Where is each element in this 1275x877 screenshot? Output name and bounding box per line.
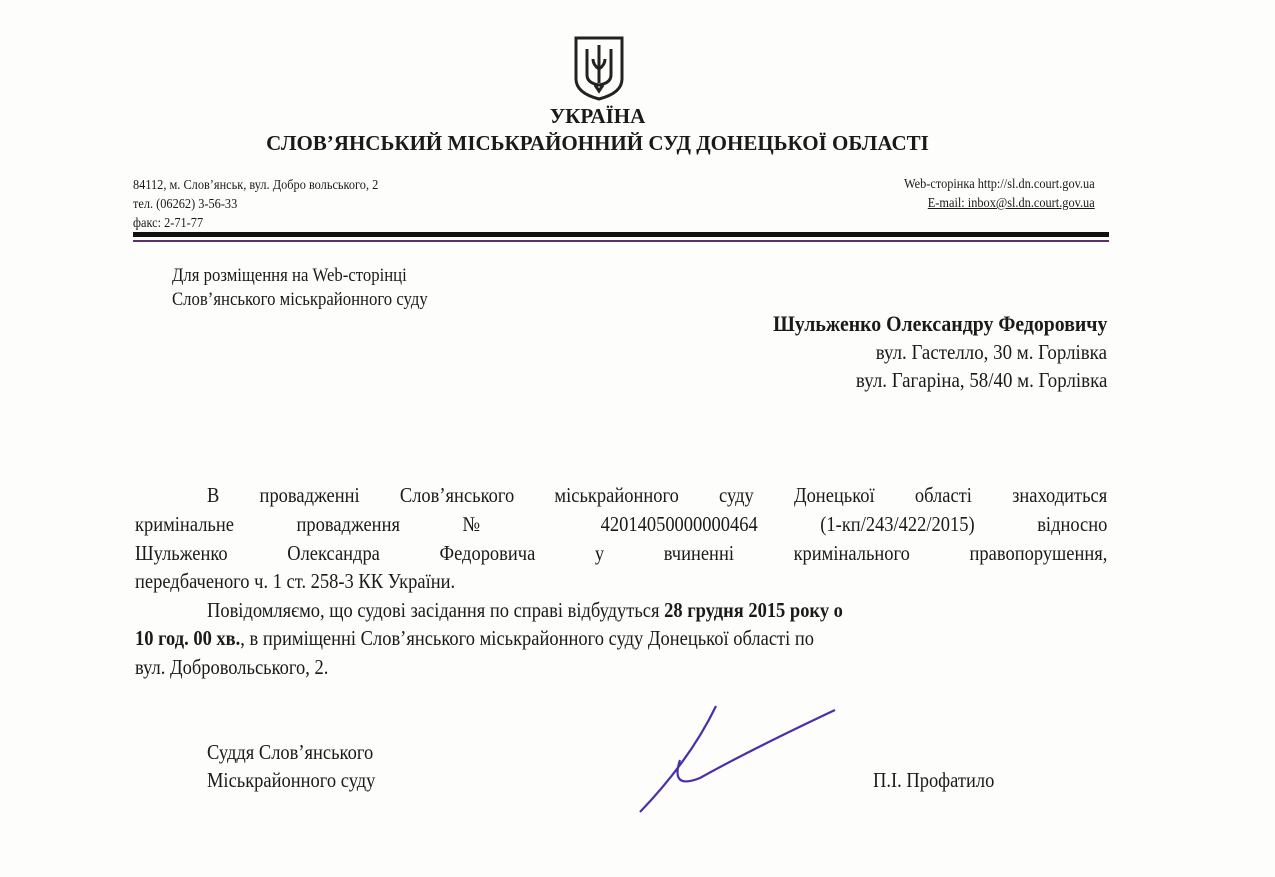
hearing-date: 28 грудня 2015 року о bbox=[664, 598, 843, 622]
court-phone: тел. (06262) 3-56-33 bbox=[133, 197, 238, 212]
web-label: Web-сторінка bbox=[904, 177, 976, 192]
body-line: Шульженко Олександра Федоровича у вчиненні кримінального правопорушення, bbox=[135, 541, 1108, 565]
body-line: кримінальне провадження № 42014050000000464 (1-кп/243/422/2015) відносно bbox=[135, 512, 1108, 536]
recipient-address: вул. Гастелло, 30 м. Горлівка bbox=[875, 340, 1107, 364]
body-line bbox=[135, 626, 814, 650]
coat-of-arms-trident-icon bbox=[573, 35, 625, 101]
body-line: вул. Добровольського, 2. bbox=[135, 655, 329, 679]
web-row bbox=[904, 177, 1095, 193]
header-divider-thin bbox=[133, 240, 1109, 242]
header-divider-thick bbox=[133, 232, 1109, 237]
judge-title: Суддя Слов’янського bbox=[207, 740, 374, 764]
email-link[interactable]: E-mail: inbox@sl.dn.court.gov.ua bbox=[928, 196, 1095, 211]
judge-title: Міськрайонного суду bbox=[207, 768, 376, 792]
court-heading: СЛОВ’ЯНСЬКИЙ МІСЬКРАЙОННИЙ СУД ДОНЕЦЬКОЇ ОБЛАСТІ bbox=[266, 131, 929, 155]
hearing-time: 10 год. 00 хв. bbox=[135, 626, 241, 650]
body-line: В провадженні Слов’янського міськрайонного суду Донецької області знаходиться bbox=[207, 483, 1108, 507]
court-fax: факс: 2-71-77 bbox=[133, 216, 204, 231]
body-line bbox=[207, 598, 843, 622]
body-text: , в приміщенні Слов’янського міськрайонного суду Донецької області по bbox=[240, 626, 814, 650]
recipient-address: вул. Гагаріна, 58/40 м. Горлівка bbox=[855, 368, 1107, 392]
recipient-name: Шульженко Олександру Федоровичу bbox=[772, 311, 1107, 336]
publication-note: Для розміщення на Web-сторінці bbox=[172, 265, 407, 286]
country-heading: УКРАЇНА bbox=[549, 104, 646, 128]
handwritten-signature bbox=[630, 700, 840, 820]
judge-name: П.І. Профатило bbox=[873, 768, 995, 792]
court-address: 84112, м. Слов’янськ, вул. Добро вольського, 2 bbox=[133, 178, 379, 193]
publication-note: Слов’янського міськрайонного суду bbox=[172, 289, 428, 310]
web-link[interactable]: http://sl.dn.court.gov.ua bbox=[978, 177, 1095, 192]
body-line: передбаченого ч. 1 ст. 258-3 КК України. bbox=[135, 569, 456, 593]
body-text: Повідомляємо, що судові засідання по справі відбудуться bbox=[207, 598, 665, 622]
